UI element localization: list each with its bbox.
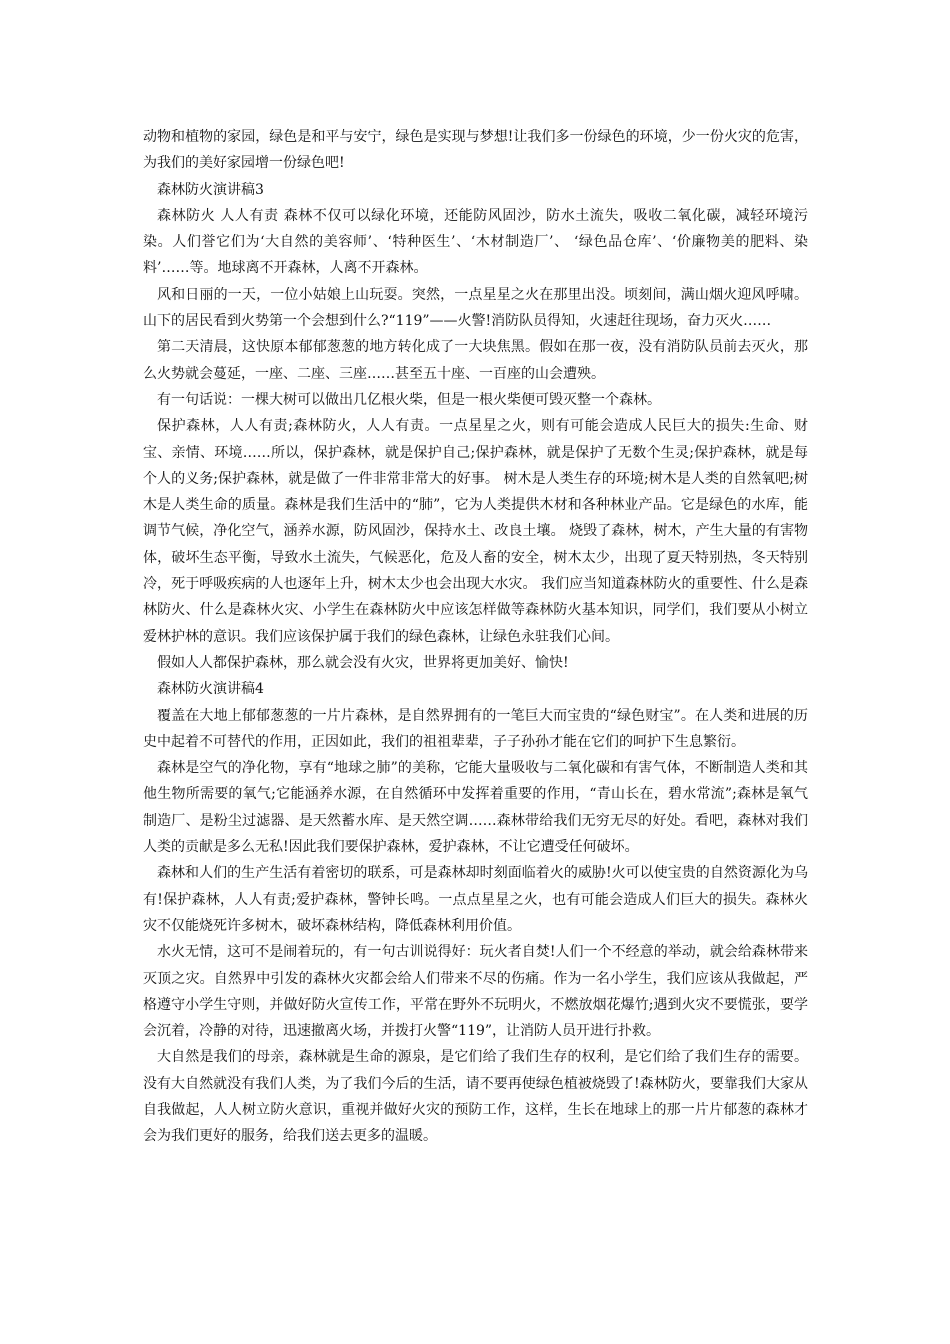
paragraph: 假如人人都保护森林，那么就会没有火灾，世界将更加美好、愉快! <box>157 654 569 671</box>
section-heading-4: 森林防火演讲稿4 <box>157 681 264 698</box>
paragraph: 森林和人们的生产生活有着密切的联系，可是森林却时刻面临着火的威胁!火可以使宝贵的自然资源化为乌有!保护森林，人人有责;爱护森林，警钟长鸣。一点点星星之火，也有可能会造成人们巨大的损失。森林火灾不仅能烧死许多树木，破坏森林结构，降低森林利用价值。 <box>143 865 808 934</box>
paragraph: 覆盖在大地上郁郁葱葱的一片片森林，是自然界拥有的一笔巨大而宝贵的“绿色财宝”。在人类和进展的历史中起着不可替代的作用，正因如此，我们的祖祖辈辈，子子孙孙才能在它们的呵护下生息繁衍。 <box>143 707 808 750</box>
paragraph: 水火无情，这可不是闹着玩的，有一句古训说得好：玩火者自焚!人们一个不经意的举动，就会给森林带来灭顶之灾。自然界中引发的森林火灾都会给人们带来不尽的伤痛。作为一名小学生，我们应该从我做起，严格遵守小学生守则，并做好防火宣传工作，平常在野外不玩明火，不燃放烟花爆竹;遇到火灾不要慌张，要学会沉着，冷静的对待，迅速撤离火场，并拨打火警“119”，让消防人员开进行扑救。 <box>143 944 808 1040</box>
paragraph: 风和日丽的一天，一位小姑娘上山玩耍。突然，一点星星之火在那里出没。顷刻间，满山烟火迎风呼啸。山下的居民看到火势第一个会想到什么?“119”——火警!消防队员得知，火速赶往现场，奋力灭火…… <box>143 286 808 330</box>
paragraph: 森林是空气的净化物，享有“地球之肺”的美称，它能大量吸收与二氧化碳和有害气体，不断制造人类和其他生物所需要的氧气;它能涵养水源，在自然循环中发挥着重要的作用，“青山长在，碧水常流”;森林是氧气制造厂、是粉尘过滤器、是天然蓄水库、是天然空调……森林带给我们无穷无尽的好处。看吧，森林对我们人类的贡献是多么无私!因此我们要保护森林，爱护森林，不让它遭受任何破坏。 <box>143 760 808 856</box>
paragraph-continuation: 动物和植物的家园，绿色是和平与安宁，绿色是实现与梦想!让我们多一份绿色的环境，少一份火灾的危害，为我们的美好家园增一份绿色吧! <box>143 129 808 172</box>
paragraph: 有一句话说：一棵大树可以做出几亿根火柴，但是一根火柴便可毁灭整一个森林。 <box>157 391 661 408</box>
paragraph: 第二天清晨，这快原本郁郁葱葱的地方转化成了一大块焦黑。假如在那一夜，没有消防队员前去灭火，那么火势就会蔓延，一座、二座、三座……甚至五十座、一百座的山会遭殃。 <box>143 339 808 382</box>
document-body <box>143 124 808 1150</box>
paragraph: 保护森林，人人有责;森林防火，人人有责。一点星星之火，则有可能会造成人民巨大的损失:生命、财宝、亲情、环境……所以，保护森林，就是保护自己;保护森林，就是保护了无数个生灵;保护森林，就是每个人的义务;保护森林，就是做了一件非常非常大的好事。 树木是人类生存的环境;树木是人类的自然氧吧;树木是人类生命的质量。森林是我们生活中的“肺”，它为人类提供木材和各种林业产品。它是绿色的水库，能调节气候，净化空气，涵养水源，防风固沙，保持水土、改良土壤。 烧毁了森林，树木，产生大量的有害物体，破坏生态平衡，导致水土流失，气候恶化，危及人畜的安全，树木太少，出现了夏天特别热，冬天特别冷，死于呼吸疾病的人也逐年上升，树木太少也会出现大水灾。 我们应当知道森林防火的重要性、什么是森林防火、什么是森林火灾、小学生在森林防火中应该怎样做等森林防火基本知识，同学们，我们要从小树立爱林护林的意识。我们应该保护属于我们的绿色森林，让绿色永驻我们心间。 <box>143 418 808 645</box>
section-heading-3: 森林防火演讲稿3 <box>157 181 264 198</box>
paragraph: 大自然是我们的母亲，森林就是生命的源泉，是它们给了我们生存的权利，是它们给了我们生存的需要。没有大自然就没有我们人类，为了我们今后的生活，请不要再使绿色植被烧毁了!森林防火，要靠我们大家从自我做起，人人树立防火意识，重视并做好火灾的预防工作，这样，生长在地球上的那一片片郁葱的森林才会为我们更好的服务，给我们送去更多的温暖。 <box>143 1049 808 1145</box>
paragraph: 森林防火 人人有责 森林不仅可以绿化环境，还能防风固沙，防水土流失，吸收二氧化碳，减轻环境污染。人们誉它们为‘大自然的美容师’、‘特种医生’、‘木材制造厂’、 ‘绿色品仓库’、‘价廉物美的肥料、染料’……等。地球离不开森林，人离不开森林。 <box>143 207 808 277</box>
